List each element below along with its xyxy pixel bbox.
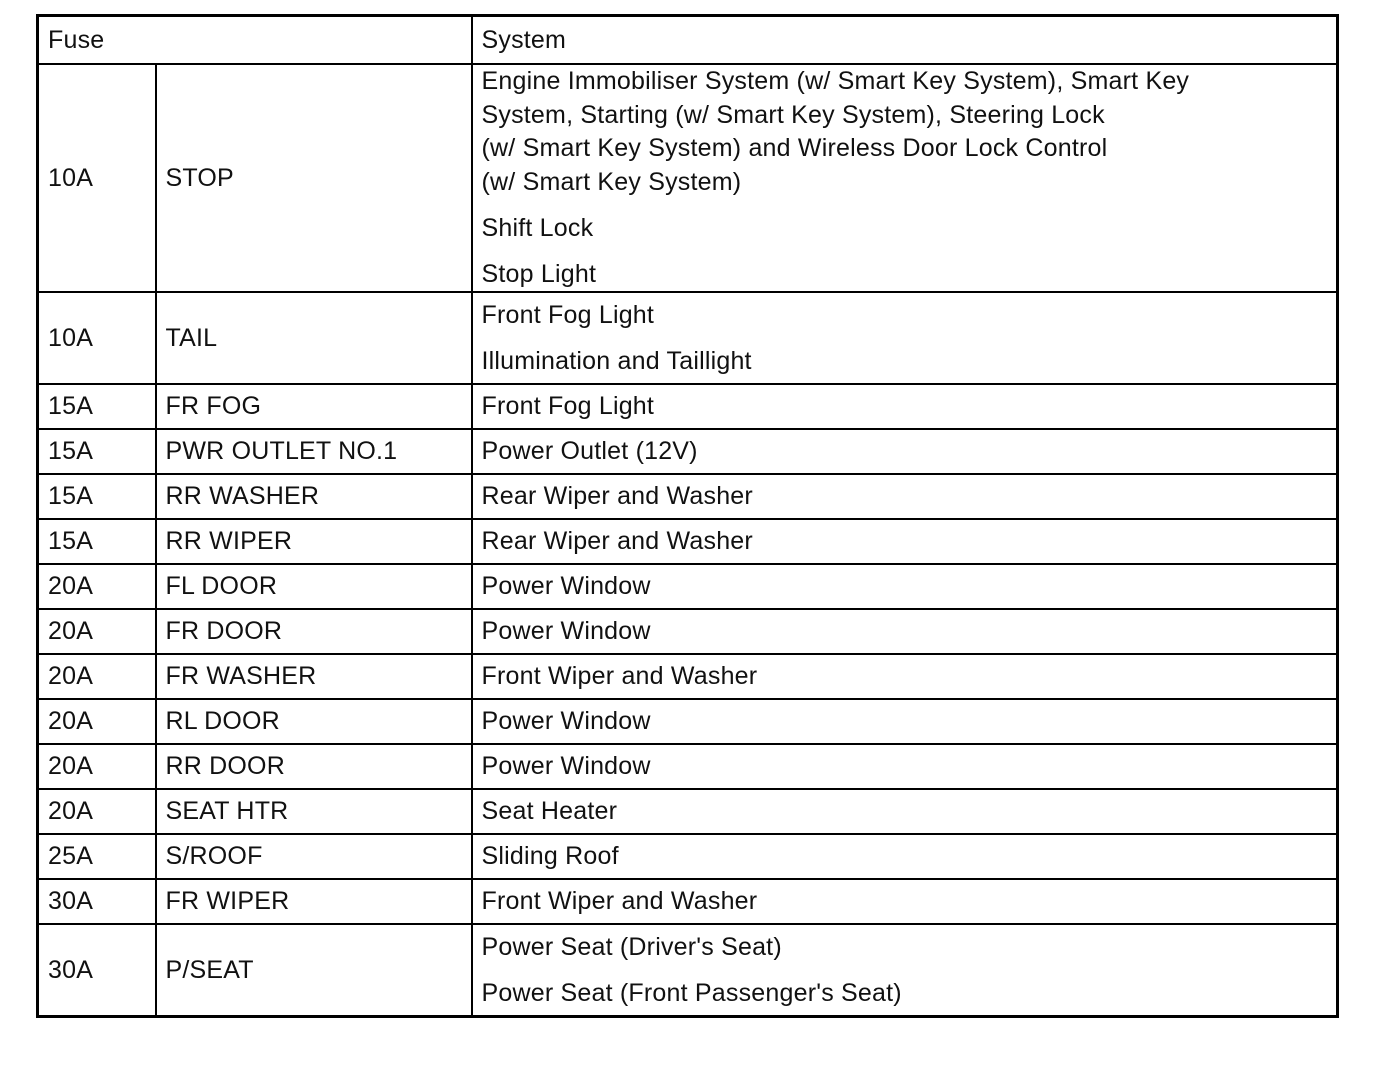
table-row [38, 519, 1338, 564]
fuse-systems [472, 519, 1338, 564]
system-item: Power Seat (Front Passenger's Seat) [481, 978, 902, 1007]
fuse-amperage: 30A [38, 924, 156, 1017]
system-item-line: (w/ Smart Key System) and Wireless Door Lock Control [481, 134, 1108, 162]
fuse-amperage: 20A [38, 609, 156, 654]
fuse-name: FR FOG [156, 384, 472, 429]
fuse-amperage: 15A [38, 474, 156, 519]
fuse-amperage: 25A [38, 834, 156, 879]
fuse-amperage: 20A [38, 654, 156, 699]
system-item: Power Window [481, 752, 651, 780]
system-item: Illumination and Taillight [481, 346, 752, 375]
system-item: Power Window [481, 572, 651, 600]
system-item: Sliding Roof [481, 842, 619, 870]
fuse-name: PWR OUTLET NO.1 [156, 429, 472, 474]
fuse-systems [472, 834, 1338, 879]
system-item-line: Engine Immobiliser System (w/ Smart Key System), Smart Key [481, 67, 1190, 95]
fuse-name: SEAT HTR [156, 789, 472, 834]
fuse-systems [472, 429, 1338, 474]
fuse-systems [472, 384, 1338, 429]
fuse-amperage: 15A [38, 519, 156, 564]
system-item: Front Wiper and Washer [481, 887, 758, 915]
fuse-name: FL DOOR [156, 564, 472, 609]
system-item: Power Seat (Driver's Seat) [481, 932, 782, 961]
fuse-name: RR WIPER [156, 519, 472, 564]
system-item: Power Outlet (12V) [481, 437, 698, 465]
fuse-systems [472, 609, 1338, 654]
fuse-systems [472, 699, 1338, 744]
system-item: Front Fog Light [481, 392, 655, 420]
table-row [38, 699, 1338, 744]
table-row [38, 789, 1338, 834]
system-item: Front Wiper and Washer [481, 662, 758, 690]
fuse-amperage: 20A [38, 789, 156, 834]
system-item: Rear Wiper and Washer [481, 527, 753, 555]
table-row [38, 429, 1338, 474]
fuse-systems [472, 789, 1338, 834]
fuse-systems [472, 879, 1338, 924]
system-item: Front Fog Light [481, 300, 655, 329]
system-item: Seat Heater [481, 797, 618, 825]
fuse-amperage: 20A [38, 744, 156, 789]
system-item [482, 65, 1327, 199]
fuse-name: S/ROOF [156, 834, 472, 879]
table-header-row [38, 16, 1338, 65]
system-item: Power Window [481, 707, 651, 735]
fuse-table [36, 14, 1339, 1018]
header-system: System [472, 16, 1338, 65]
table-row [38, 384, 1338, 429]
system-item-line: (w/ Smart Key System) [481, 167, 742, 196]
fuse-name: TAIL [156, 292, 472, 384]
fuse-systems [472, 924, 1338, 1017]
table-row [38, 654, 1338, 699]
table-row [38, 292, 1338, 384]
system-item: Stop Light [481, 260, 597, 288]
header-fuse: Fuse [38, 16, 472, 65]
table-row [38, 744, 1338, 789]
fuse-amperage: 15A [38, 429, 156, 474]
fuse-systems [472, 64, 1338, 292]
table-row [38, 834, 1338, 879]
fuse-amperage: 10A [38, 64, 156, 292]
fuse-systems [472, 292, 1338, 384]
system-item: Rear Wiper and Washer [481, 482, 753, 510]
table-row [38, 879, 1338, 924]
system-item: Power Window [481, 617, 651, 645]
fuse-name: FR WIPER [156, 879, 472, 924]
system-item-line: System, Starting (w/ Smart Key System), Steering Lock [481, 100, 1105, 129]
fuse-amperage: 15A [38, 384, 156, 429]
fuse-systems [472, 744, 1338, 789]
table-row [38, 64, 1338, 292]
table-row [38, 609, 1338, 654]
fuse-name: RR DOOR [156, 744, 472, 789]
table-row [38, 924, 1338, 1017]
fuse-amperage: 20A [38, 699, 156, 744]
fuse-systems [472, 564, 1338, 609]
table-row [38, 564, 1338, 609]
fuse-amperage: 30A [38, 879, 156, 924]
fuse-name: RR WASHER [156, 474, 472, 519]
fuse-amperage: 10A [38, 292, 156, 384]
fuse-name: STOP [156, 64, 472, 292]
fuse-name: P/SEAT [156, 924, 472, 1017]
fuse-name: RL DOOR [156, 699, 472, 744]
fuse-systems [472, 474, 1338, 519]
table-row [38, 474, 1338, 519]
fuse-amperage: 20A [38, 564, 156, 609]
fuse-systems [472, 654, 1338, 699]
fuse-name: FR DOOR [156, 609, 472, 654]
fuse-name: FR WASHER [156, 654, 472, 699]
system-item: Shift Lock [481, 214, 594, 242]
